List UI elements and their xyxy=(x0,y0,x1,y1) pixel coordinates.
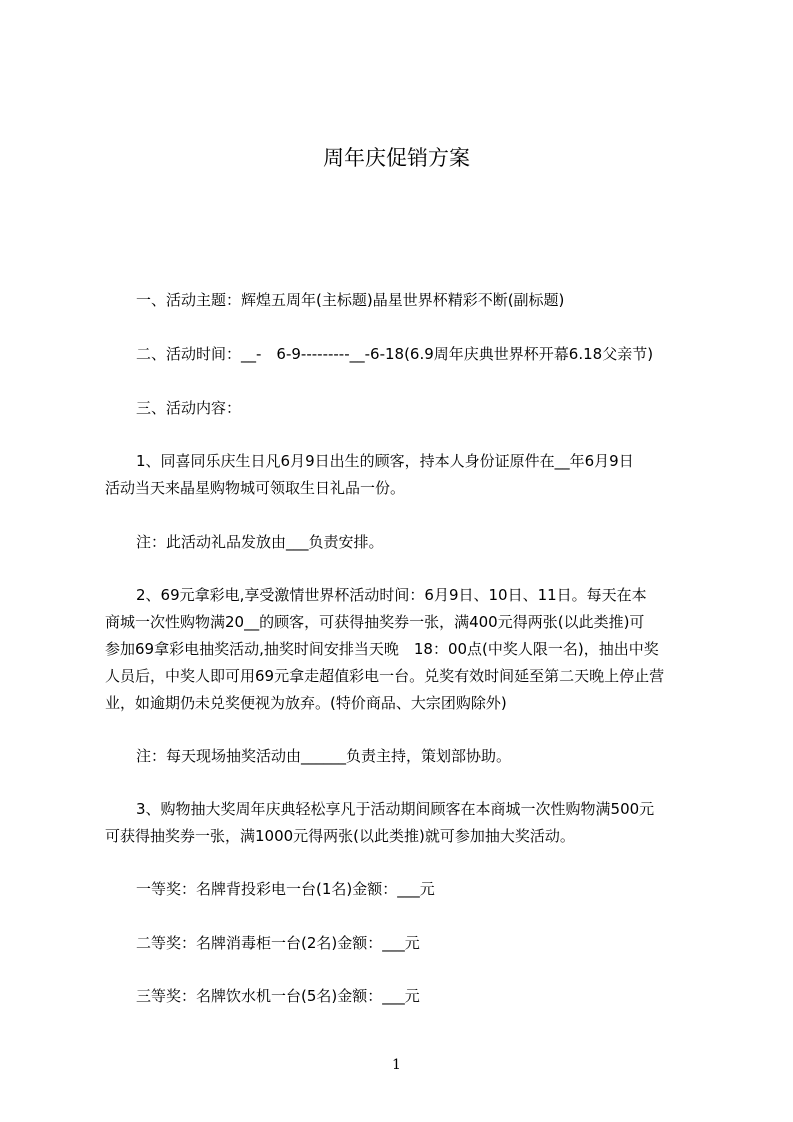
paragraph-item-2-line-5: 业，如逾期仍未兑奖便视为放弃。(特价商品、大宗团购除外) xyxy=(105,694,507,712)
paragraph-item-2-line-2: 商城一次性购物满20__的顾客，可获得抽奖券一张，满400元得两张(以此类推)可 xyxy=(105,613,645,631)
paragraph-item-2-line-1: 2、69元拿彩电,享受激情世界杯活动时间：6月9日、10日、11日。每天在本 xyxy=(136,586,647,604)
paragraph-item-3-line-1: 3、购物抽大奖周年庆典轻松享凡于活动期间顾客在本商城一次性购物满500元 xyxy=(136,800,655,818)
paragraph-time: 二、活动时间：__- 6-9---------__-6-18(6.9周年庆典世界杯开幕6.18父亲节) xyxy=(136,345,654,363)
paragraph-content-heading: 三、活动内容： xyxy=(136,399,242,417)
paragraph-note-1: 注：此活动礼品发放由___负责安排。 xyxy=(136,533,384,551)
paragraph-item-2-line-4: 人员后，中奖人即可用69元拿走超值彩电一台。兑奖有效时间延至第二天晚上停止营 xyxy=(105,667,665,685)
paragraph-item-1-line-2: 活动当天来晶星购物城可领取生日礼品一份。 xyxy=(105,479,406,497)
prize-first: 一等奖：名牌背投彩电一台(1名)金额：___元 xyxy=(136,880,435,898)
paragraph-item-3-line-2: 可获得抽奖券一张，满1000元得两张(以此类推)就可参加抽大奖活动。 xyxy=(105,827,575,845)
paragraph-note-2: 注：每天现场抽奖活动由______负责主持，策划部协助。 xyxy=(136,747,512,765)
page-title: 周年庆促销方案 xyxy=(323,146,470,170)
paragraph-item-1-line-1: 1、同喜同乐庆生日凡6月9日出生的顾客，持本人身份证原件在__年6月9日 xyxy=(136,452,634,470)
prize-second: 二等奖：名牌消毒柜一台(2名)金额：___元 xyxy=(136,934,420,952)
prize-third: 三等奖：名牌饮水机一台(5名)金额：___元 xyxy=(136,987,420,1005)
paragraph-item-2-line-3: 参加69拿彩电抽奖活动,抽奖时间安排当天晚 18：00点(中奖人限一名)，抽出中奖 xyxy=(105,640,659,658)
page-number: 1 xyxy=(392,1057,401,1073)
paragraph-theme: 一、活动主题：辉煌五周年(主标题)晶星世界杯精彩不断(副标题) xyxy=(136,291,565,309)
